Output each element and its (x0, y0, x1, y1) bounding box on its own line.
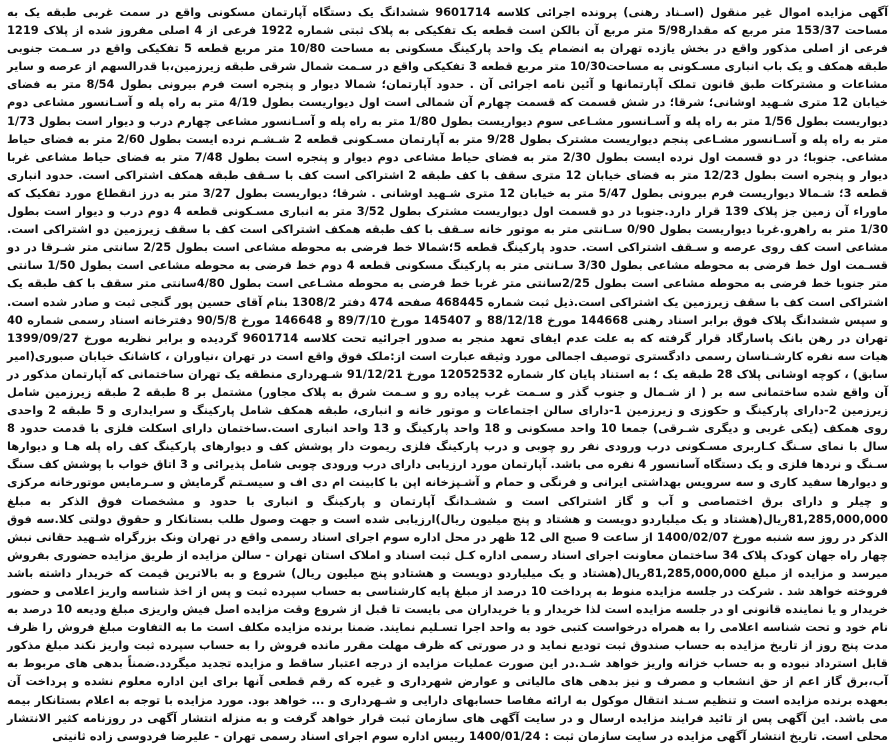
auction-notice-text: آگهی مزایده اموال غیر منقول (اسـناد رهنی) پرونده اجرائی کلاسه 9601714 ششدانگ یک دستگاه آپارتمان مسکونی واقع در سمت غربی طبقه یک به مساحت 153/37 متر مربع که مقدار5/98 متر مربع آن بالکن است قطعه یک تفکیکی به پلاک ثبتی شماره 1922 فرعی از 4 اصلی مفروز شده از پلاک 1219 فرعی از اصلی مذکور واقع در بخش یازده تهران به انضمام یک واحد پارکینگ مسکونی به مساحت 10/80 متر مربع قطعه 5 تفکیکی واقع در سـمت جنوبی طبقه همکف و یک باب انباری مسـکونی به مساحت10/30 متر مربع قطعه 3 تفکیکی واقع در سـمت شمال شرقی طبقه زیرزمین،با قدرالسهم از عرصه و سایر مشاعات و مشترکات طبق قانون تملک آپارتمانها و آئین نامه اجرائی آن . حدود آپارتمان؛ شمالا دیوار و پنجره است فرم بیرونی بطول 8/54 متر به فضای خیابان 12 متری شـهید اوشانی؛ شرقا؛ در شش قسمت که قسمت چهارم آن شمالی است اول دیواریست بطول 4/19 متر به راه پله و آسـانسور مشاعی دوم دیواریست بطول 1/56 متر به راه پله و آسـانسور مشـاعی سوم دیواریست بطول 1/80 متر به راه پله و آسـانسور مشاعی چهارم درب و دیوار است بطول 1/73 متر به راه پله و آسـانسور مشـاعی پنجم دیواریست مشترک بطول 9/28 متر به آپارتمان مسـکونی قطعه 2 شـشـم نرده ایست بطول 2/60 متر به فضای حیاط مشاعی. جنوبا؛ در دو قسمت اول نرده ایست بطول 2/30 متر به فضای حیاط مشاعی دوم دیوار و پنجره است بطول 7/48 متر به فضای حیاط مشاعی غربا دیوار و پنجره است بطول 12/23 متر به فضای خیابان 12 متری سقف با کف طبقه 2 اشتراکی است کف با سـقف طبقه همکف اشتراکی است. حدود انباری قطعه 3؛ شـمالا دیواریست فرم بیرونی بطول 5/47 متر به خیابان 12 متری شـهید اوشانی . شرقا؛ دیواریست بطول 3/27 متر به درز انقطاع مورد تفکیک که ماوراء آن زمین جز پلاک 139 قرار دارد.جنوبا در دو قسمت اول دیواریست مشترک بطول 3/52 متر به انباری مسـکونی قطعه 4 دوم درب و دیوار است بطول 1/30 متر به راهرو.غربا دیواریست بطول 0/90 سـانتی متر به موتور خانه سـقف با کف طبقه همکف اشتراکی است کف با سقف زیرزمین دو اشتراکی است. مشاعی است کف روی عرصه و سـقف اشتراکی است. حدود پارکینگ قطعه 5؛شمالا خط فرضی به محوطه مشاعی است بطول 2/25 سانتی متر شـرقا در دو قسـمت اول خط فرضی به محوطه مشاعی بطول 3/30 سـانتی متر به پارکینگ مسکونی قطعه 4 دوم خط فرضی به محوطه مشاعی است بطول 1/50 سانتی متر جنوبا خط فرضی به محوطه مشاعی است بطول 2/25سانتی متر غربا خط فرضی به محوطه مشـاعی است بطول 4/80سانتی متر سقف با کف طبقه یک اشتراکی است کف با سقف زیرزمین یک اشتراکی است.ذیل ثبت شماره 468445 صفحه 474 دفتر 1308/2 بنام آقای حسین پور گنجی ثبت و صادر شده است. و سپس ششدانگ پلاک فوق برابر اسناد رهنی 144668 مورخ 88/12/18 و 145407 مورخ 89/7/10 و 146648 مورخ 90/5/8 دفترخانه اسناد رسمی شماره 40 تهران در رهن بانک پاسارگاد قرار گرفته که به علت عدم ایفای تعهد منجر به صدور اجرائیه تحت کلاسه 9601714 گردیده و برابر نظریه مورخ 1399/09/27 هیات سه نفره کارشـناسان رسمی دادگستری توصیف اجمالی مورد وثیقه عبارت است از:ملک فوق واقع است در تهران ،نیاوران ، کاشانک خیابان صبوری(امیر سابق) ، کوچه اوشانی پلاک 28 طبقه یک ؛ به استناد پایان کار شماره 12052532 مورخ 91/12/21 شـهرداری منطقه یک تهران ساختمانی که آپارتمان مذکور در آن واقع شده ساختمانی سه بر ( از شـمال و جنوب گذر و سـمت غرب پیاده رو و سـمت شرق به پلاک مجاور) مشتمل بر 8 طبقه 2 طبقه زیرزمین شامل زیرزمین 2-دارای پارکینگ و حکوزی و زیرزمین 1-دارای سالن اجتماعات و موتور خانه و انباری، طبقه همکف شامل پارکینگ و سرایداری و 5 طبقه 2 واحدی روی همکف (یکی غربی و دیگری شـرقی) جمعا 10 واحد مسکونی و 18 واحد پارکینگ و 13 واحد انباری است.ساختمان دارای اسکلت فلزی با قدمت حدود 8 سال با نمای سـنگ کـاربری مسـکونی درب ورودی نفر رو چوبی و درب پارکینگ فلزی ریموت دار پوشش کف و دیوارهای پارکینگ کف راه پله هـا و دیوارها سـنگ و نردها فلزی و یک دستگاه آسانسور 4 نفره می باشد. آپارتمان مورد ارزیابی دارای درب ورودی چوبی شامل پذیرائی و 3 اتاق خواب با پوشش کف سنگ و دیوارها سفید کاری و سه سرویس بهداشتی ایرانی و فرنگی و حمام و آشـپزخانه اپن با کابینت ام دی اف و سیسـتم گرمایش و سـرمایس موتورخانه مرکزی و چیلر و دارای برق اختصاصی و آب و گاز اشتراکی است و ششـدانگ آپارتمان و پارکینگ و انباری با حدود و مشخصات فوق الذکر به مبلغ 81,285,000,000ریال(هشتاد و یک میلیاردو دویست و هشتاد و پنج میلیون ریال)ارزیابی شده است و جهت وصول طلب بستانکار و حقوق دولتی کلا.سه فوق الذکر در روز سه شنبه مورخ 1400/02/07 از ساعت 9 صبح الی 12 ظهر در محل اداره سوم اجرای اسناد رسمی واقع در تهران ونک بزرگراه شـهید حقانی نبش چهار راه جهان کودک پلاک 34 ساختمان معاونت اجرای اسناد رسمی اداره کـل ثبت اسناد و املاک استان تهران - سالن مزایده از طریق مزایده حضوری بفروش میرسد و مزایده از مبلغ 81,285,000,000ریال(هشتاد و یک میلیاردو دویست و هشتادو پنج میلیون ریال) شروع و به بالاترین قیمت که خریدار داشته باشد فروخته خواهد شد . شرکت در جلسه مزایده منوط به پرداخت 10 درصد از مبلغ پایه کارشناسی به حساب سپرده ثبت و پس از اخذ شناسه واریز اعلامی و حضور خریدار و یا نماینده قانونی او در جلسه مزایده است لذا خریدار و یا خریداران می بایست تا قبل از شروع وقت مزایده اصل فیش واریزی مبلغ ودیعه 10 درصد به نام خود و تحت شناسه اعلامی را به همراه درخواست کتبی خود به واحد اجرا تسـلیم نمایند. ضمنا برنده مزایده مکلف است ما به التفاوت مبلغ فروش را ظرف مدت پنج روز از تاریخ مزایده به حساب صندوق ثبت تودیع نماید و در صورتی که ظرف مهلت مقرر مانده فروش را به حساب سپرده ثبت واریز نکند مبلغ مذکور قابل استرداد نبوده و به حساب خزانه واریز خواهد شـد.در این صورت عملیات مزایده از درجه اعتبار ساقط و مزایده تجدید میگردد.ضمناً بدهی های مربوط به آب،برق گاز اعم از حق انشعاب و مصرف و نیز بدهی های مالیاتی و عوارض شهرداری و غیره که رقم قطعی آنها برای این اداره معلوم نشده و پرداخت آن بعهده برنده مزایده است و تنظیم سـند انتقال موکول به ارائه مفاصا حسابهای دارایی و شـهرداری و ... خواهد بود. مورد مزایده با توجه به اعلام بستانکار بیمه می باشد. این آگهی پس از تائید فرایند مزایده ارسال و در سایت آگهی های سازمان ثبت قرار خواهد گرفت و به منزله انتشار آگهی در روزنامه کثیر الانتشار محلی است. تاریخ انتشار آگهی مزایده در سایت سازمان ثبت : 1400/01/24 رییس اداره سوم اجرای اسناد رسمی تهران - علیرضا فردوسی زاده ثانیتی (7, 5, 889, 743)
